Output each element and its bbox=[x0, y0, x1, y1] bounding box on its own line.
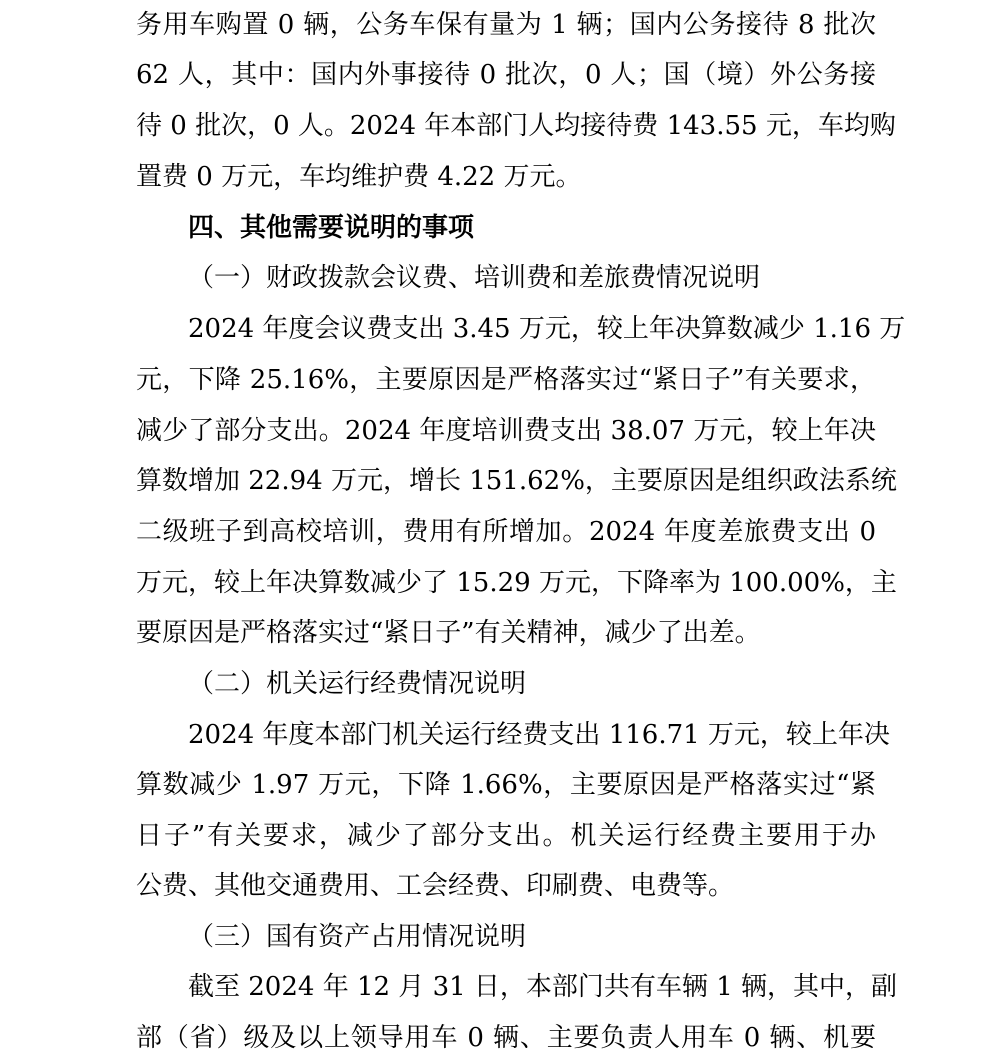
subsection-heading: （一）财政拨款会议费、培训费和差旅费情况说明 bbox=[188, 263, 761, 293]
paragraph-line: 日子”有关要求，减少了部分支出。机关运行经费主要用于办 bbox=[136, 821, 876, 851]
paragraph-line: 62 人，其中：国内外事接待 0 批次，0 人；国（境）外公务接 bbox=[136, 60, 876, 90]
paragraph-line: 务用车购置 0 辆，公务车保有量为 1 辆；国内公务接待 8 批次 bbox=[136, 10, 876, 40]
paragraph-line: 要原因是严格落实过“紧日子”有关精神，减少了出差。 bbox=[136, 618, 761, 648]
paragraph-line: 公费、其他交通费用、工会经费、印刷费、电费等。 bbox=[136, 871, 735, 901]
paragraph-line: 截至 2024 年 12 月 31 日，本部门共有车辆 1 辆，其中，副 bbox=[188, 972, 897, 1002]
subsection-heading: （二）机关运行经费情况说明 bbox=[188, 669, 527, 699]
paragraph-line: 万元，较上年决算数减少了 15.29 万元，下降率为 100.00%，主 bbox=[136, 568, 897, 598]
paragraph-line: 2024 年度会议费支出 3.45 万元，较上年决算数减少 1.16 万 bbox=[188, 314, 906, 344]
paragraph-line: 减少了部分支出。2024 年度培训费支出 38.07 万元，较上年决 bbox=[136, 416, 876, 446]
paragraph-line: 置费 0 万元，车均维护费 4.22 万元。 bbox=[136, 162, 582, 192]
paragraph-line: 2024 年度本部门机关运行经费支出 116.71 万元，较上年决 bbox=[188, 720, 890, 750]
paragraph-line: 算数减少 1.97 万元，下降 1.66%，主要原因是严格落实过“紧 bbox=[136, 770, 876, 800]
paragraph-line: 二级班子到高校培训，费用有所增加。2024 年度差旅费支出 0 bbox=[136, 517, 876, 547]
subsection-heading: （三）国有资产占用情况说明 bbox=[188, 922, 527, 952]
paragraph-line: 算数增加 22.94 万元，增长 151.62%，主要原因是组织政法系统 bbox=[136, 466, 897, 496]
paragraph-line: 部（省）级及以上领导用车 0 辆、主要负责人用车 0 辆、机要 bbox=[136, 1023, 876, 1053]
paragraph-line: 待 0 批次，0 人。2024 年本部门人均接待费 143.55 元，车均购 bbox=[136, 111, 896, 141]
section-heading: 四、其他需要说明的事项 bbox=[188, 213, 475, 243]
paragraph-line: 元，下降 25.16%，主要原因是严格落实过“紧日子”有关要求， bbox=[136, 365, 876, 395]
